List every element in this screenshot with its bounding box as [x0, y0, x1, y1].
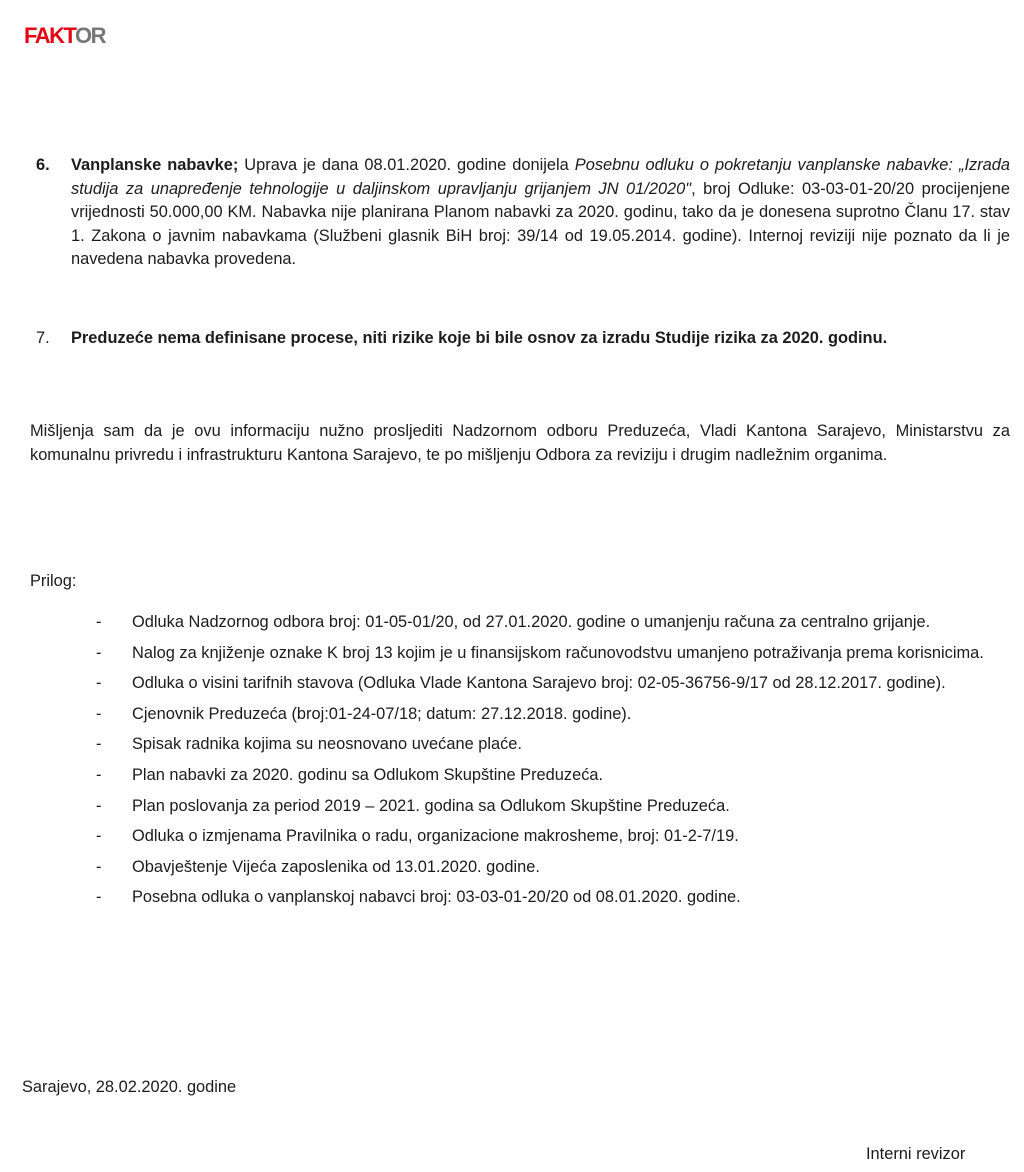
item-italic-text: Posebnu odluku o pokretanju vanplanske nabavke: „Izrada studija za unapređenje tehnologije u daljinskom upravljanju grijanjem JN 01/2020" — [71, 156, 1011, 198]
attachment-item — [96, 642, 1004, 666]
list-dash: - — [96, 857, 102, 876]
item-number: 6. — [36, 156, 50, 174]
list-dash: - — [96, 613, 102, 631]
attachment-item — [96, 672, 1004, 696]
list-dash: - — [96, 888, 102, 907]
list-dash: - — [96, 643, 102, 662]
item-body — [71, 154, 1010, 272]
attachment-item — [96, 886, 1004, 910]
opinion-paragraph: Mišljenja sam da je ovu informaciju nužno prosljediti Nadzornom odboru Preduzeća, Vladi Kantona Sarajevo, Ministarstvu za komunalnu privredu i infrastrukturu Kantona Sarajevo, te po mišljenju Odbora za reviziju i drugim nadležnim organima. — [30, 422, 1010, 464]
numbered-item-7 — [36, 327, 1010, 351]
list-dash: - — [96, 796, 102, 815]
attachment-item — [96, 795, 1004, 819]
list-dash: - — [96, 765, 102, 784]
attachment-text: Posebna odluka o vanplanskoj nabavci broj: 03-03-01-20/20 od 08.01.2020. godine. — [132, 888, 741, 907]
signature-title: Interni revizor — [866, 1145, 966, 1163]
attachment-text: Cjenovnik Preduzeća (broj:01-24-07/18; datum: 27.12.2018. godine). — [132, 704, 632, 723]
attachment-text: Nalog za knjiženje oznake K broj 13 kojim je u finansijskom računovodstvu umanjeno potraživanja prema korisnicima. — [132, 643, 984, 662]
list-dash: - — [96, 704, 102, 723]
attachment-item — [96, 703, 1004, 727]
attachment-text: Odluka o visini tarifnih stavova (Odluka Vlade Kantona Sarajevo broj: 02-05-36756-9/17 od 28.12.2017. godine). — [132, 674, 946, 693]
numbered-item-6 — [36, 154, 1010, 272]
attachment-text: Spisak radnika kojima su neosnovano uvećane plaće. — [132, 735, 522, 754]
item-number: 7. — [36, 329, 50, 347]
faktor-logo — [24, 22, 105, 50]
attachment-text: Odluka o izmjenama Pravilnika o radu, organizacione makrosheme, broj: 01-2-7/19. — [132, 827, 739, 846]
attachment-item — [96, 733, 1004, 757]
attachment-item — [96, 611, 1004, 635]
place-and-date: Sarajevo, 28.02.2020. godine — [22, 1078, 237, 1096]
list-dash: - — [96, 827, 102, 846]
item-bold-heading: Vanplanske nabavke; — [71, 156, 239, 174]
attachment-text: Plan nabavki za 2020. godinu sa Odlukom Skupštine Preduzeća. — [132, 765, 604, 784]
attachment-item — [96, 856, 1004, 880]
list-dash: - — [96, 735, 102, 754]
item-bold-text: Preduzeće nema definisane procese, niti rizike koje bi bile osnov za izradu Studije rizika za 2020. godinu. — [71, 329, 888, 347]
attachment-text: Odluka Nadzornog odbora broj: 01-05-01/20, od 27.01.2020. godine o umanjenju računa za centralno grijanje. — [132, 613, 931, 631]
item-text: Uprava je dana 08.01.2020. godine donijela — [238, 156, 575, 174]
item-text-continued: , broj Odluke: 03-03-01-20/20 procijenjene vrijednosti 50.000,00 KM. Nabavka nije planirana Planom nabavki za 2020. godinu, tako da je donesena suprotno Članu 17. stav 1. Zakona o javnim nabavkama (Službeni glasnik BiH broj: 39/14 od 19.05.2014. godine). Internoj reviziji nije poznato da li je navedena nabavka provedena. — [71, 179, 1010, 269]
attachment-item — [96, 764, 1004, 788]
attachment-text: Obavještenje Vijeća zaposlenika od 13.01.2020. godine. — [132, 857, 540, 876]
list-dash: - — [96, 674, 102, 693]
logo-part-red: FAKT — [24, 23, 76, 48]
attachments-list — [96, 611, 1004, 917]
logo-part-gray: OR — [75, 23, 106, 48]
attachment-item — [96, 825, 1004, 849]
attachment-text: Plan poslovanja za period 2019 – 2021. godina sa Odlukom Skupštine Preduzeća. — [132, 796, 730, 815]
attachments-title: Prilog: — [30, 572, 77, 590]
